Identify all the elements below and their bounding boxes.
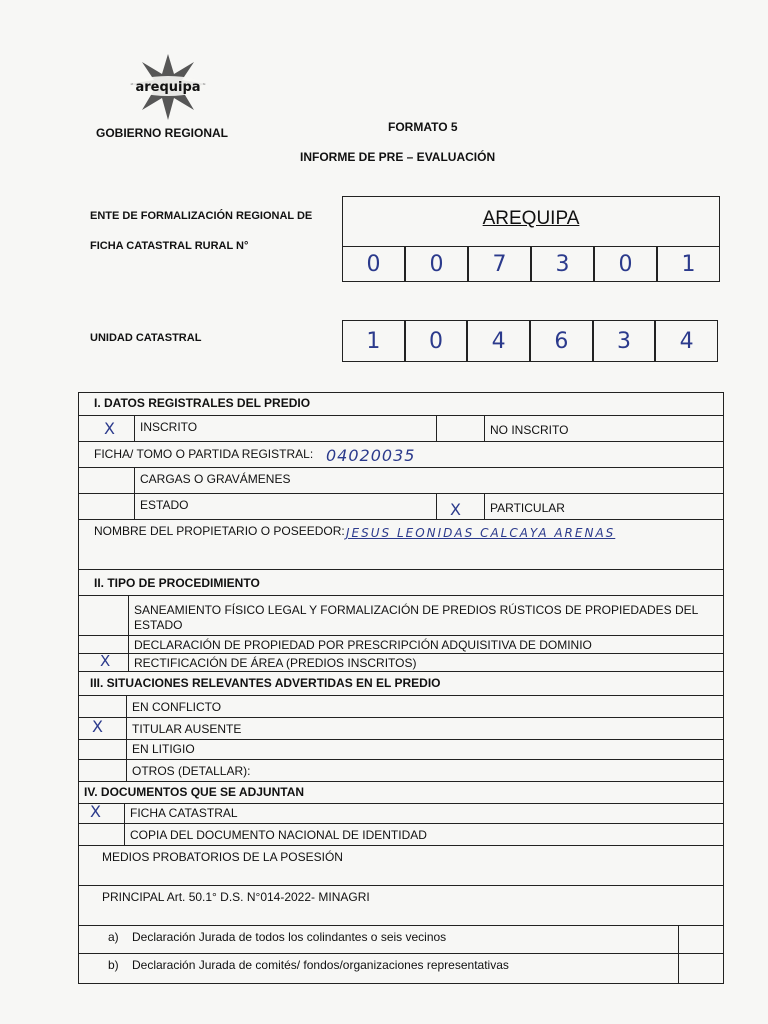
ficha-digit: 1 [681, 251, 696, 277]
unidad-digit: 3 [616, 328, 631, 354]
informe-title: INFORME DE PRE – EVALUACIÓN [300, 150, 496, 164]
titular-ausente-check-mark: X [92, 717, 103, 736]
declaracion-a-text: Declaración Jurada de todos los colindantes o seis vecinos [132, 930, 447, 944]
ficha-digit: 0 [366, 251, 381, 277]
principal-label: PRINCIPAL Art. 50.1° D.S. N°014-2022- MINAGRI [102, 890, 370, 904]
procedimiento-2: DECLARACIÓN DE PROPIEDAD POR PRESCRIPCIÓN ADQUISITIVA DE DOMINIO [134, 638, 592, 652]
ficha-registral-value: 04020035 [326, 446, 416, 465]
particular-label: PARTICULAR [490, 501, 565, 515]
unidad-digit-cell [593, 320, 656, 362]
procedimiento-3: RECTIFICACIÓN DE ÁREA (PREDIOS INSCRITOS) [134, 656, 417, 670]
procedimiento-1-line2: ESTADO [134, 618, 183, 632]
gobierno-regional-logo [128, 52, 208, 124]
unidad-digit-cell [342, 320, 405, 362]
medios-probatorios-label: MEDIOS PROBATORIOS DE LA POSESIÓN [102, 850, 343, 864]
divider [484, 494, 485, 520]
rectificacion-check-mark: X [100, 652, 111, 670]
declaracion-b-letter: b) [108, 958, 119, 972]
estado-label: ESTADO [140, 498, 189, 512]
ficha-digit-cell [405, 246, 468, 282]
unidad-digit: 0 [428, 328, 443, 354]
ente-label: ENTE DE FORMALIZACIÓN REGIONAL DE [90, 210, 313, 222]
ficha-catastral-check-mark: X [90, 802, 101, 821]
unidad-digit: 6 [554, 328, 569, 354]
unidad-digit-cell [530, 320, 593, 362]
divider [436, 416, 437, 442]
ficha-catastral-label: FICHA CATASTRAL RURAL N° [90, 240, 249, 252]
situacion-otros: OTROS (DETALLAR): [132, 764, 251, 778]
unidad-digit: 4 [679, 328, 694, 354]
logo-text: arequipa [135, 80, 201, 95]
unidad-digit: 1 [366, 328, 381, 354]
unidad-label: UNIDAD CATASTRAL [90, 332, 202, 344]
no-inscrito-label: NO INSCRITO [490, 423, 569, 437]
unidad-digit-cell [655, 320, 718, 362]
cargas-label: CARGAS O GRAVÁMENES [140, 472, 291, 486]
section1-title: I. DATOS REGISTRALES DEL PREDIO [94, 396, 311, 410]
documento-ficha-catastral: FICHA CATASTRAL [130, 806, 238, 820]
section4-title: IV. DOCUMENTOS QUE SE ADJUNTAN [84, 785, 305, 799]
divider [484, 416, 485, 442]
documento-dni: COPIA DEL DOCUMENTO NACIONAL DE IDENTIDAD [130, 828, 427, 842]
divider [678, 926, 679, 984]
estado-check-mark: X [450, 500, 461, 519]
propietario-label: NOMBRE DEL PROPIETARIO O POSEEDOR: [94, 524, 345, 538]
ficha-registral-label: FICHA/ TOMO O PARTIDA REGISTRAL: [94, 447, 314, 461]
declaracion-b-text: Declaración Jurada de comités/ fondos/organizaciones representativas [132, 958, 509, 972]
propietario-value: JESUS LEONIDAS CALCAYA ARENAS [346, 526, 616, 540]
divider [134, 416, 135, 442]
ficha-digit-cell [594, 246, 657, 282]
formato-title: FORMATO 5 [388, 120, 458, 134]
inscrito-check-mark: X [104, 419, 115, 438]
org-name: GOBIERNO REGIONAL [96, 126, 229, 140]
situacion-conflicto: EN CONFLICTO [132, 700, 222, 714]
ente-value: AREQUIPA [482, 208, 580, 229]
section3-title: III. SITUACIONES RELEVANTES ADVERTIDAS EN EL PREDIO [90, 676, 441, 690]
divider [436, 494, 437, 520]
ficha-digit: 0 [429, 251, 444, 277]
ficha-digit-cell [468, 246, 531, 282]
procedimiento-1-line1: SANEAMIENTO FÍSICO LEGAL Y FORMALIZACIÓN DE PREDIOS RÚSTICOS DE PROPIEDADES DEL [134, 603, 699, 617]
unidad-digit-cell [467, 320, 530, 362]
situacion-titular-ausente: TITULAR AUSENTE [132, 722, 242, 736]
situacion-litigio: EN LITIGIO [132, 742, 195, 756]
unidad-digit-cell [405, 320, 468, 362]
ficha-digit: 7 [492, 251, 507, 277]
section2-title: II. TIPO DE PROCEDIMIENTO [94, 576, 260, 590]
ficha-digit-cell [531, 246, 594, 282]
inscrito-label: INSCRITO [140, 420, 198, 434]
declaracion-a-letter: a) [108, 930, 119, 944]
ficha-digit: 0 [618, 251, 633, 277]
ficha-digit-cell [342, 246, 405, 282]
ficha-digit: 3 [555, 251, 570, 277]
unidad-digit: 4 [491, 328, 506, 354]
ficha-digit-cell [657, 246, 720, 282]
